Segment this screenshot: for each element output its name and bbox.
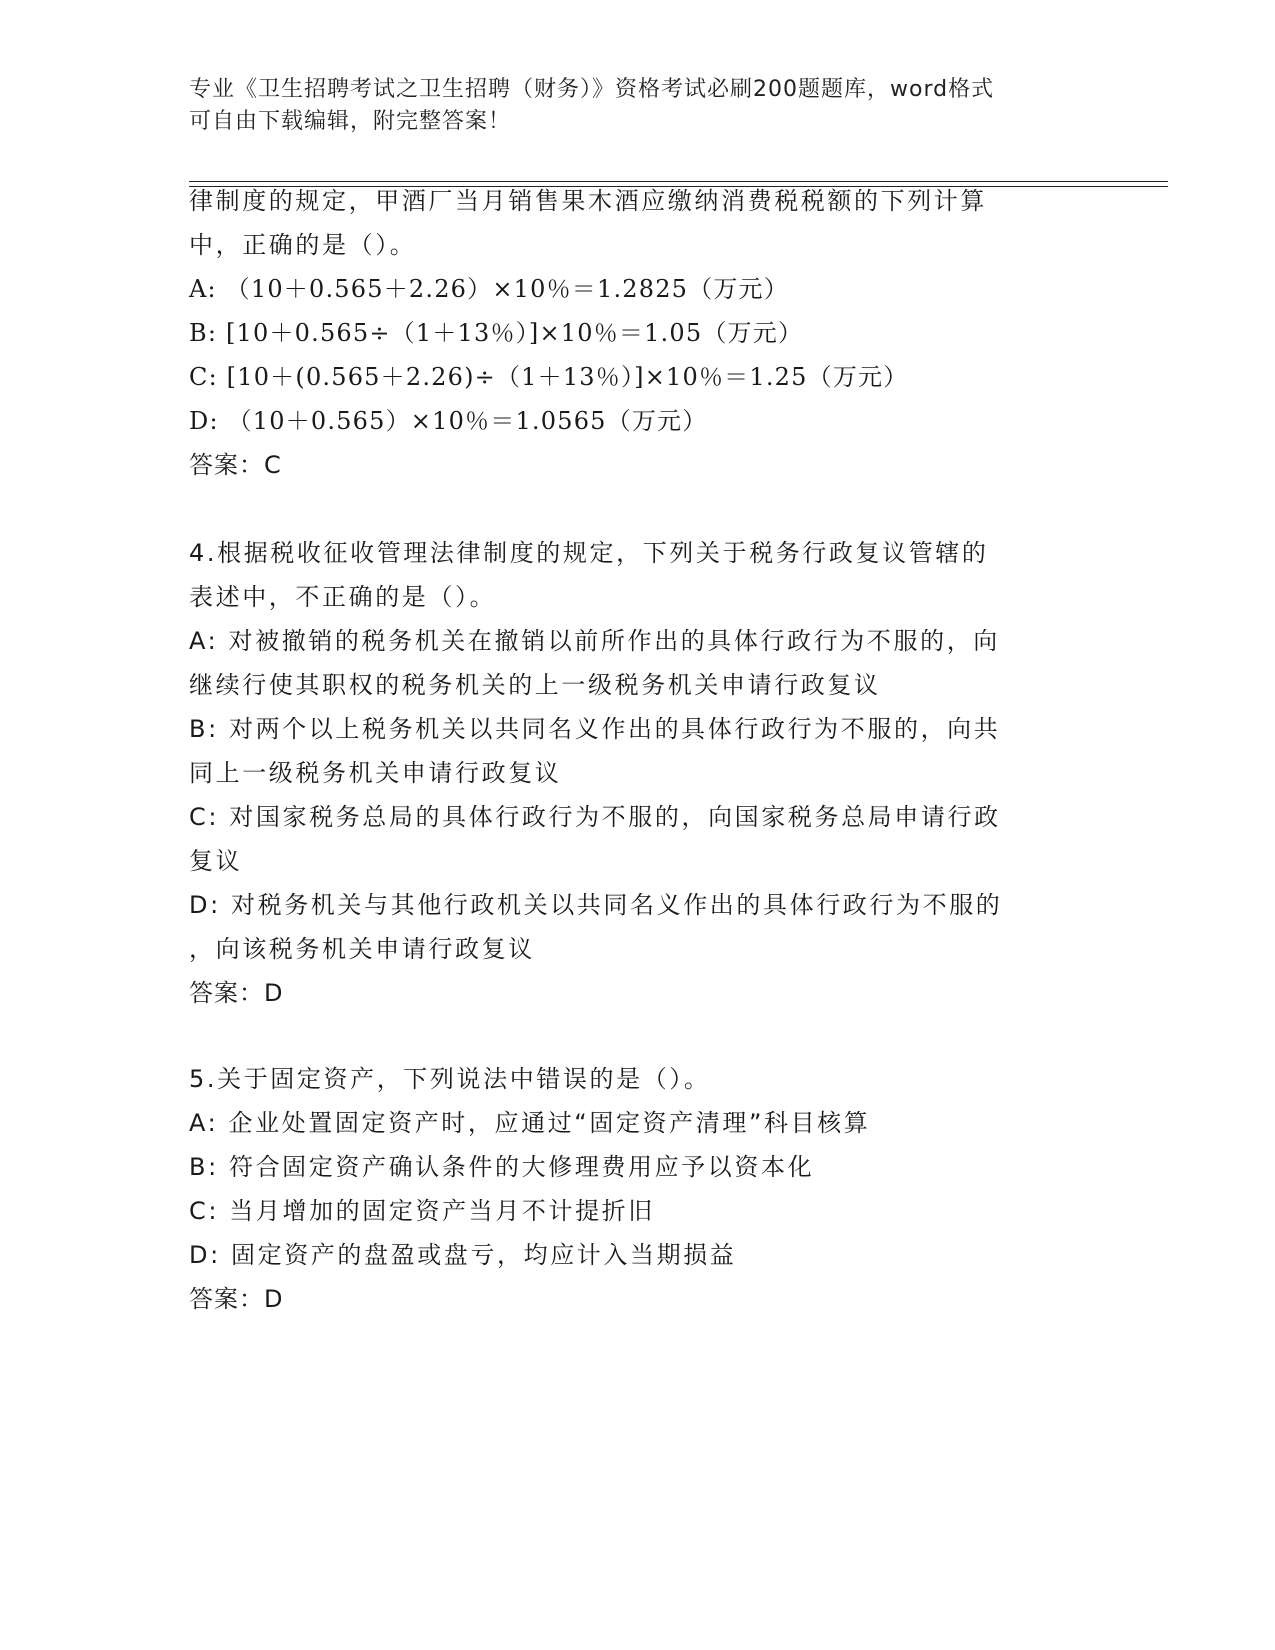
- q5-option-a: A: 企业处置固定资产时，应通过“固定资产清理”科目核算: [189, 1109, 871, 1137]
- q4-option-d-line-2: ，向该税务机关申请行政复议: [189, 935, 535, 963]
- q3-stem-line-1: 律制度的规定，甲酒厂当月销售果木酒应缴纳消费税税额的下列计算: [189, 187, 987, 215]
- q3-stem-line-2: 中，正确的是（）。: [189, 231, 417, 259]
- header-title-line-1: 专业《卫生招聘考试之卫生招聘（财务）》资格考试必刷200题题库，word格式: [189, 77, 995, 102]
- q4-option-c-line-2: 复议: [189, 847, 243, 875]
- header-title-line-2: 可自由下载编辑，附完整答案！: [189, 109, 512, 134]
- q4-option-c-line-1: C: 对国家税务总局的具体行政行为不服的，向国家税务总局申请行政: [189, 803, 1001, 831]
- q3-answer: 答案：C: [189, 451, 282, 479]
- q3-option-b: B: [10＋0.565÷（1＋13％）]×10％＝1.05（万元）: [189, 319, 804, 347]
- q5-answer: 答案：D: [189, 1285, 284, 1313]
- q4-option-d-line-1: D: 对税务机关与其他行政机关以共同名义作出的具体行政行为不服的: [189, 891, 1003, 919]
- q3-option-a: A: （10＋0.565＋2.26）×10％＝1.2825（万元）: [189, 275, 789, 303]
- q5-option-b: B: 符合固定资产确认条件的大修理费用应予以资本化: [189, 1153, 815, 1181]
- q4-stem-line-1: 4.根据税收征收管理法律制度的规定，下列关于税务行政复议管辖的: [189, 539, 989, 567]
- q5-option-c: C: 当月增加的固定资产当月不计提折旧: [189, 1197, 655, 1225]
- q5-stem: 5.关于固定资产，下列说法中错误的是（）。: [189, 1065, 711, 1093]
- q4-option-b-line-1: B: 对两个以上税务机关以共同名义作出的具体行政行为不服的，向共: [189, 715, 1001, 743]
- q4-option-a-line-1: A: 对被撤销的税务机关在撤销以前所作出的具体行政行为不服的，向: [189, 627, 1000, 655]
- q4-option-b-line-2: 同上一级税务机关申请行政复议: [189, 759, 562, 787]
- q4-option-a-line-2: 继续行使其职权的税务机关的上一级税务机关申请行政复议: [189, 671, 881, 699]
- q4-answer: 答案：D: [189, 979, 284, 1007]
- q5-option-d: D: 固定资产的盘盈或盘亏，均应计入当期损益: [189, 1241, 737, 1269]
- q4-stem-line-2: 表述中，不正确的是（）。: [189, 583, 497, 611]
- q3-option-c: C: [10＋(0.565＋2.26)÷（1＋13％）]×10％＝1.25（万元）: [189, 363, 909, 391]
- q3-option-d: D: （10＋0.565）×10％＝1.0565（万元）: [189, 407, 708, 435]
- header-divider-top: [189, 181, 1168, 182]
- document-header: [189, 74, 1089, 138]
